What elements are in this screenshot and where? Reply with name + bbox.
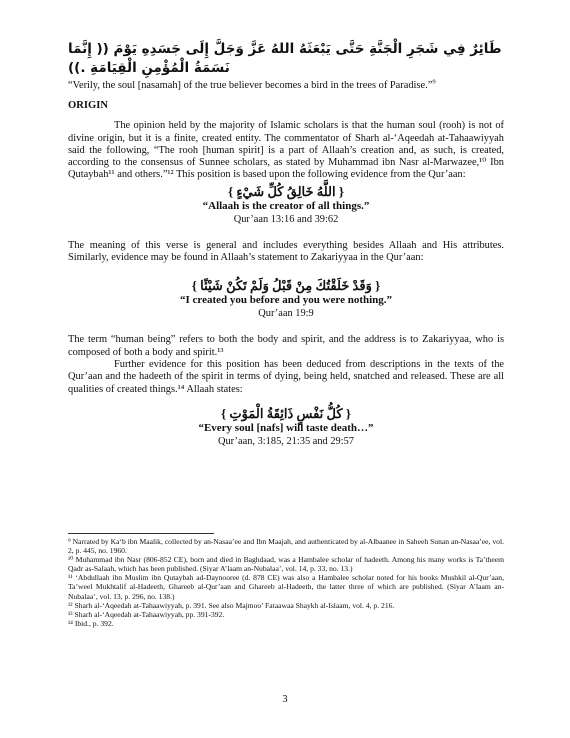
verse-3-translation: “Every soul [nafs] will taste death…”	[198, 421, 374, 434]
verse-1-arabic: { اللَّهُ خَالِقُ كُلِّ شَيْءٍ }	[227, 183, 345, 199]
footnote-13: ¹³ Sharh al-‘Aqeedah at-Tahaawiyyah, pp. 391-392.	[68, 609, 225, 619]
hadith-arabic: طَائِرٌ فِي شَجَرِ الْجَنَّةِ حَتَّى يَبْعَثَهُ اللهُ عَزَّ وَجَلَّ إِلَى جَسَدِهِ يَوْمَ (( إِنَّمَا نَسَمَةُ الْمُؤْمِنِ الْقِيَامَةِ .))	[68, 41, 502, 76]
paragraph-2: The meaning of this verse is general and includes everything besides Allaah and His attributes. Similarly, evidence may be found in Allaah’s statement to Zakariyyaa in the Qur’aan:	[68, 239, 504, 264]
footnote-10: ¹⁰ Muhammad ibn Nasr (806-852 CE), born and died in Baghdaad, was a Hambalee scholar of hadeeth. Among his many works is Ta’theem Qadr as-Salaah, which has been published. (Siyar A’laam an-Nubalaa’, vol. 14, p. 33, no. 13.)	[68, 555, 504, 574]
paragraph-1: The opinion held by the majority of Islamic scholars is that the human soul (rooh) is not of divine origin, but it is a finite, created entity. The commentator of Sharh al-‘Aqeedah at-Tahaawiyyah said the following, “The rooh [human spirit] is a part of Allaah’s creation and, as such, is created, according to the consensus of Sunnee scholars, as stated by Muhammad ibn Nasr al-Marwazee,¹⁰ Ibn Qutaybah¹¹ and others.”¹² This position is based upon the following evidence from the Qur’aan:	[68, 120, 504, 181]
verse-3-reference: Qur’aan, 3:185, 21:35 and 29:57	[217, 435, 355, 447]
verse-3-arabic: { كُلُّ نَفْسٍ ذَائِقَةُ الْمَوْتِ }	[221, 405, 351, 421]
footnotes	[68, 537, 504, 628]
footnote-11: ¹¹ ‘Abdullaah ibn Muslim ibn Qutaybah ad-Daynooree (d. 878 CE) was also a Hambalee scholar noted for his books Mushkil al-Qur’aan, Ta’weel Mukhtalif al-Hadeeth, Ghareeb al-Qur’aan and Ghareeb al-Hadeeth, the latter three of which are published. (Siyar A’laam an-Nubalaa’, vol. 13, p. 296, no. 138.)	[68, 573, 504, 601]
paragraph-4: Further evidence for this position has been deduced from descriptions in the texts of the Qur’aan and the hadeeth of the spirit in terms of dying, being held, snatched and released. These are all qualities of created things.¹⁴ Allaah states:	[68, 358, 504, 395]
verse-1-translation: “Allaah is the creator of all things.”	[202, 199, 370, 212]
footnote-9: ⁹ Narrated by Ka‘b ibn Maalik, collected by an-Nasaa’ee and Ibn Maajah, and authenticated by al-Albaanee in Saheeh Sunan an-Nasaa’ee, vol. 2, p. 445, no. 1960.	[68, 537, 504, 556]
verse-2-translation: “I created you before and you were nothing.”	[179, 294, 393, 307]
verse-2-arabic: { وَقَدْ خَلَقْتُكَ مِنْ قَبْلُ وَلَمْ تَكُنْ شَيْئًا }	[191, 278, 381, 294]
verse-1-reference: Qur’aan 13:16 and 39:62	[233, 213, 339, 225]
footnote-14: ¹⁴ Ibid., p. 392.	[68, 618, 114, 628]
footnote-divider	[68, 533, 214, 534]
footnote-12: ¹² Sharh al-‘Aqeedah at-Tahaawiyyah, p. 391. See also Majmoo’ Fataawaa Shaykh al-Islaam, vol. 4, p. 216.	[68, 600, 395, 610]
page-content	[68, 40, 504, 448]
paragraph-3: The term “human being” refers to both the body and spirit, and the address is to Zakariyyaa, who is composed of both a body and spirit.¹³	[68, 334, 504, 358]
hadith-translation: “Verily, the soul [nasamah] of the true believer becomes a bird in the trees of Paradise.”$^9$	[68, 78, 436, 91]
verse-2-reference: Qur’aan 19:9	[258, 308, 314, 320]
footnote-ref: 9	[432, 78, 436, 86]
page-number: 3	[282, 694, 288, 705]
section-heading: ORIGIN	[68, 100, 109, 112]
